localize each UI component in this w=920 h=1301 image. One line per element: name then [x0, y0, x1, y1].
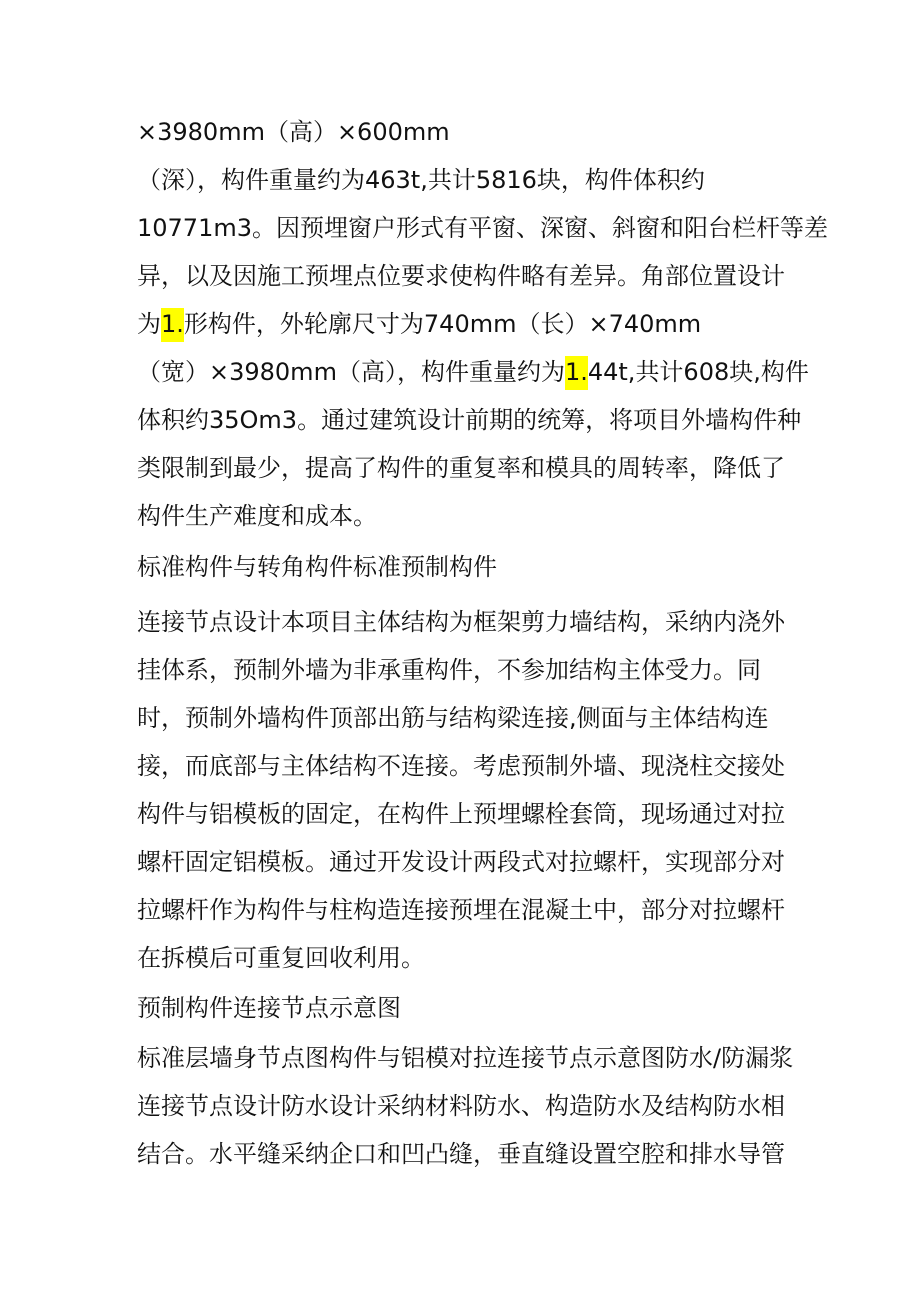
- text-line: 拉螺杆作为构件与柱构造连接预埋在混凝土中，部分对拉螺杆: [137, 896, 785, 924]
- text-line: 结合。水平缝采纳企口和凹凸缝，垂直缝设置空腔和排水导管: [137, 1140, 785, 1168]
- text-line: （深），构件重量约为463t,共计5816块，构件体积约: [137, 166, 705, 194]
- text-segment: （宽）×3980mm（高），构件重量约为: [137, 358, 565, 386]
- text-line: 异，以及因施工预埋点位要求使构件略有差异。角部位置设计: [137, 262, 785, 290]
- text-line: 挂体系，预制外墙为非承重构件，不参加结构主体受力。同: [137, 656, 761, 684]
- text-segment: 为: [137, 310, 161, 338]
- text-line: 时，预制外墙构件顶部出筋与结构梁连接,侧面与主体结构连: [137, 704, 769, 732]
- text-segment: 形构件，外轮廓尺寸为740mm（长）×740mm: [183, 310, 702, 338]
- text-line: 连接节点设计本项目主体结构为框架剪力墙结构，采纳内浇外: [137, 608, 785, 636]
- text-line: 在拆模后可重复回收利用。: [137, 944, 425, 972]
- text-line: 标准层墙身节点图构件与铝模对拉连接节点示意图防水/防漏浆: [137, 1044, 794, 1072]
- text-line: ×3980mm（高）×600mm: [137, 118, 450, 146]
- text-line: 构件生产难度和成本。: [137, 502, 377, 530]
- text-line: 构件与铝模板的固定，在构件上预埋螺栓套筒，现场通过对拉: [137, 800, 785, 828]
- text-line-with-highlight: [137, 356, 809, 388]
- text-line: 体积约35Om3。通过建筑设计前期的统筹，将项目外墙构件种: [137, 406, 802, 434]
- text-line-with-highlight: [137, 308, 701, 340]
- highlighted-text: 1.: [565, 356, 588, 390]
- text-line: 螺杆固定铝模板。通过开发设计两段式对拉螺杆，实现部分对: [137, 848, 785, 876]
- text-line: 连接节点设计防水设计采纳材料防水、构造防水及结构防水相: [137, 1092, 785, 1120]
- text-segment: 44t,共计608块,构件: [587, 358, 809, 386]
- text-line: 接，而底部与主体结构不连接。考虑预制外墙、现浇柱交接处: [137, 752, 785, 780]
- text-line: 类限制到最少，提高了构件的重复率和模具的周转率，降低了: [137, 454, 785, 482]
- highlighted-text: 1.: [161, 308, 184, 342]
- section-heading: 预制构件连接节点示意图: [137, 994, 401, 1022]
- text-line: 10771m3。因预埋窗户形式有平窗、深窗、斜窗和阳台栏杆等差: [137, 214, 828, 242]
- section-heading: 标准构件与转角构件标准预制构件: [137, 553, 497, 581]
